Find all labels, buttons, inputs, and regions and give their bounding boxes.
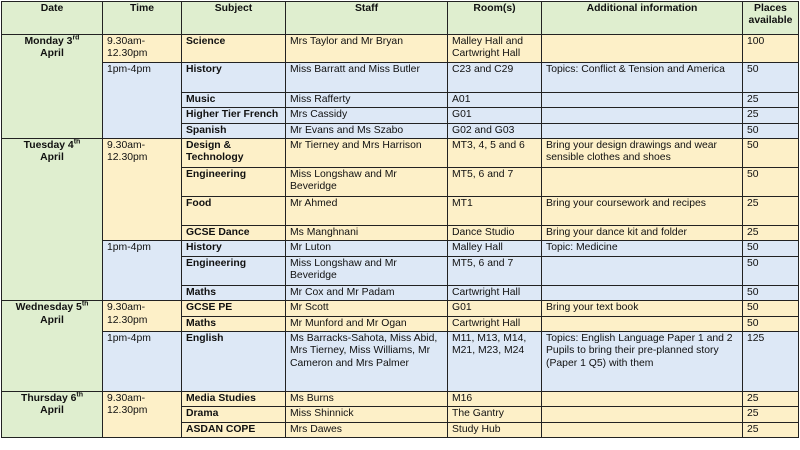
- room-cell: C23 and C29: [448, 62, 542, 92]
- room-cell: G02 and G03: [448, 123, 542, 138]
- places-cell: 50: [743, 123, 799, 138]
- places-cell: 50: [743, 316, 799, 331]
- places-cell: 25: [743, 407, 799, 422]
- info-cell: [542, 35, 743, 63]
- places-cell: 50: [743, 285, 799, 300]
- staff-cell: Mr Luton: [286, 241, 448, 256]
- room-cell: MT1: [448, 197, 542, 226]
- info-cell: Bring your text book: [542, 301, 743, 316]
- month-label: April: [40, 405, 64, 417]
- info-cell: [542, 168, 743, 197]
- subject-cell: History: [182, 241, 286, 256]
- time-cell: 9.30am-12.30pm: [103, 139, 182, 241]
- timetable: [1, 1, 799, 438]
- time-cell: 1pm-4pm: [103, 332, 182, 392]
- header-time: Time: [103, 2, 182, 35]
- header-staff: Staff: [286, 2, 448, 35]
- info-cell: [542, 316, 743, 331]
- time-cell: 9.30am-12.30pm: [103, 35, 182, 63]
- staff-cell: Mr Scott: [286, 301, 448, 316]
- month-label: April: [40, 48, 64, 60]
- room-cell: MT3, 4, 5 and 6: [448, 139, 542, 168]
- subject-cell: English: [182, 332, 286, 392]
- subject-cell: History: [182, 62, 286, 92]
- info-cell: Topic: Medicine: [542, 241, 743, 256]
- day-ordinal: th: [76, 391, 84, 399]
- room-cell: A01: [448, 92, 542, 107]
- places-cell: 25: [743, 197, 799, 226]
- date-cell: [2, 35, 103, 139]
- subject-cell: Spanish: [182, 123, 286, 138]
- subject-cell: Maths: [182, 285, 286, 300]
- subject-cell: Music: [182, 92, 286, 107]
- staff-cell: Mr Evans and Ms Szabo: [286, 123, 448, 138]
- room-cell: Malley Hall and Cartwright Hall: [448, 35, 542, 63]
- room-cell: G01: [448, 108, 542, 123]
- places-cell: 50: [743, 168, 799, 197]
- header-places-available: Places available: [743, 2, 799, 35]
- table-row: [2, 301, 799, 316]
- staff-cell: Miss Shinnick: [286, 407, 448, 422]
- room-cell: Malley Hall: [448, 241, 542, 256]
- table-row: [2, 241, 799, 256]
- places-cell: 50: [743, 301, 799, 316]
- info-note: Pupils to bring their pre-planned story (Paper 1 Q5) with them: [546, 345, 719, 369]
- staff-cell: Mr Munford and Mr Ogan: [286, 316, 448, 331]
- room-cell: Study Hub: [448, 422, 542, 437]
- date-cell: [2, 301, 103, 392]
- staff-cell: Mrs Taylor and Mr Bryan: [286, 35, 448, 63]
- info-cell: [542, 392, 743, 407]
- day-label: Wednesday 5: [15, 302, 82, 314]
- subject-cell: ASDAN COPE: [182, 422, 286, 437]
- staff-cell: Mrs Dawes: [286, 422, 448, 437]
- time-cell: 1pm-4pm: [103, 241, 182, 301]
- month-label: April: [40, 314, 64, 326]
- day-ordinal: th: [81, 300, 89, 308]
- subject-cell: Engineering: [182, 256, 286, 285]
- table-row: [2, 35, 799, 63]
- table-row: [2, 139, 799, 168]
- time-cell: 9.30am-12.30pm: [103, 301, 182, 332]
- places-cell: 50: [743, 241, 799, 256]
- room-cell: Cartwright Hall: [448, 316, 542, 331]
- header-rooms: Room(s): [448, 2, 542, 35]
- staff-cell: Mr Tierney and Mrs Harrison: [286, 139, 448, 168]
- subject-cell: Design & Technology: [182, 139, 286, 168]
- header-subject: Subject: [182, 2, 286, 35]
- info-cell: Bring your coursework and recipes: [542, 197, 743, 226]
- day-ordinal: th: [73, 138, 81, 146]
- staff-cell: Ms Manghnani: [286, 226, 448, 241]
- places-cell: 125: [743, 332, 799, 392]
- staff-cell: Miss Rafferty: [286, 92, 448, 107]
- subject-cell: Drama: [182, 407, 286, 422]
- staff-cell: Mr Ahmed: [286, 197, 448, 226]
- room-cell: MT5, 6 and 7: [448, 256, 542, 285]
- staff-cell: Miss Longshaw and Mr Beveridge: [286, 256, 448, 285]
- subject-cell: Science: [182, 35, 286, 63]
- places-cell: 100: [743, 35, 799, 63]
- room-cell: M16: [448, 392, 542, 407]
- info-cell: [542, 285, 743, 300]
- places-cell: 25: [743, 108, 799, 123]
- room-cell: Dance Studio: [448, 226, 542, 241]
- day-ordinal: rd: [72, 34, 80, 42]
- places-cell: 50: [743, 256, 799, 285]
- places-cell: 25: [743, 92, 799, 107]
- places-cell: 25: [743, 226, 799, 241]
- date-cell: [2, 139, 103, 301]
- subject-cell: Higher Tier French: [182, 108, 286, 123]
- info-cell: [542, 123, 743, 138]
- staff-cell: Ms Burns: [286, 392, 448, 407]
- day-label: Thursday 6: [20, 393, 77, 405]
- subject-cell: GCSE PE: [182, 301, 286, 316]
- subject-cell: Media Studies: [182, 392, 286, 407]
- time-cell: 1pm-4pm: [103, 62, 182, 138]
- subject-cell: Engineering: [182, 168, 286, 197]
- table-row: [2, 392, 799, 407]
- header-additional-information: Additional information: [542, 2, 743, 35]
- info-cell: [542, 108, 743, 123]
- header-date: Date: [2, 2, 103, 35]
- room-cell: G01: [448, 301, 542, 316]
- places-cell: 25: [743, 392, 799, 407]
- subject-cell: GCSE Dance: [182, 226, 286, 241]
- info-cell: Topics: Conflict & Tension and America: [542, 62, 743, 92]
- table-row: [2, 62, 799, 92]
- staff-cell: Miss Longshaw and Mr Beveridge: [286, 168, 448, 197]
- time-cell: 9.30am-12.30pm: [103, 392, 182, 438]
- places-cell: 50: [743, 62, 799, 92]
- room-cell: MT5, 6 and 7: [448, 168, 542, 197]
- info-cell: [542, 407, 743, 422]
- date-cell: [2, 392, 103, 438]
- staff-cell: Mrs Cassidy: [286, 108, 448, 123]
- room-cell: The Gantry: [448, 407, 542, 422]
- staff-cell: Miss Barratt and Miss Butler: [286, 62, 448, 92]
- table-row: [2, 332, 799, 392]
- places-cell: 25: [743, 422, 799, 437]
- room-cell: Cartwright Hall: [448, 285, 542, 300]
- info-cell: Bring your dance kit and folder: [542, 226, 743, 241]
- room-cell: M11, M13, M14, M21, M23, M24: [448, 332, 542, 392]
- places-cell: 50: [743, 139, 799, 168]
- subject-cell: Maths: [182, 316, 286, 331]
- info-topics: Topics: English Language Paper 1 and 2: [546, 333, 733, 345]
- day-label: Tuesday 4: [23, 140, 74, 152]
- staff-cell: Mr Cox and Mr Padam: [286, 285, 448, 300]
- info-cell: [542, 256, 743, 285]
- subject-cell: Food: [182, 197, 286, 226]
- info-cell: Bring your design drawings and wear sensible clothes and shoes: [542, 139, 743, 168]
- header-row: [2, 2, 799, 35]
- month-label: April: [40, 152, 64, 164]
- info-cell: [542, 422, 743, 437]
- info-cell: [542, 92, 743, 107]
- info-cell: [542, 332, 743, 392]
- staff-cell: Ms Barracks-Sahota, Miss Abid, Mrs Tierney, Miss Williams, Mr Cameron and Mrs Palmer: [286, 332, 448, 392]
- day-label: Monday 3: [24, 36, 73, 47]
